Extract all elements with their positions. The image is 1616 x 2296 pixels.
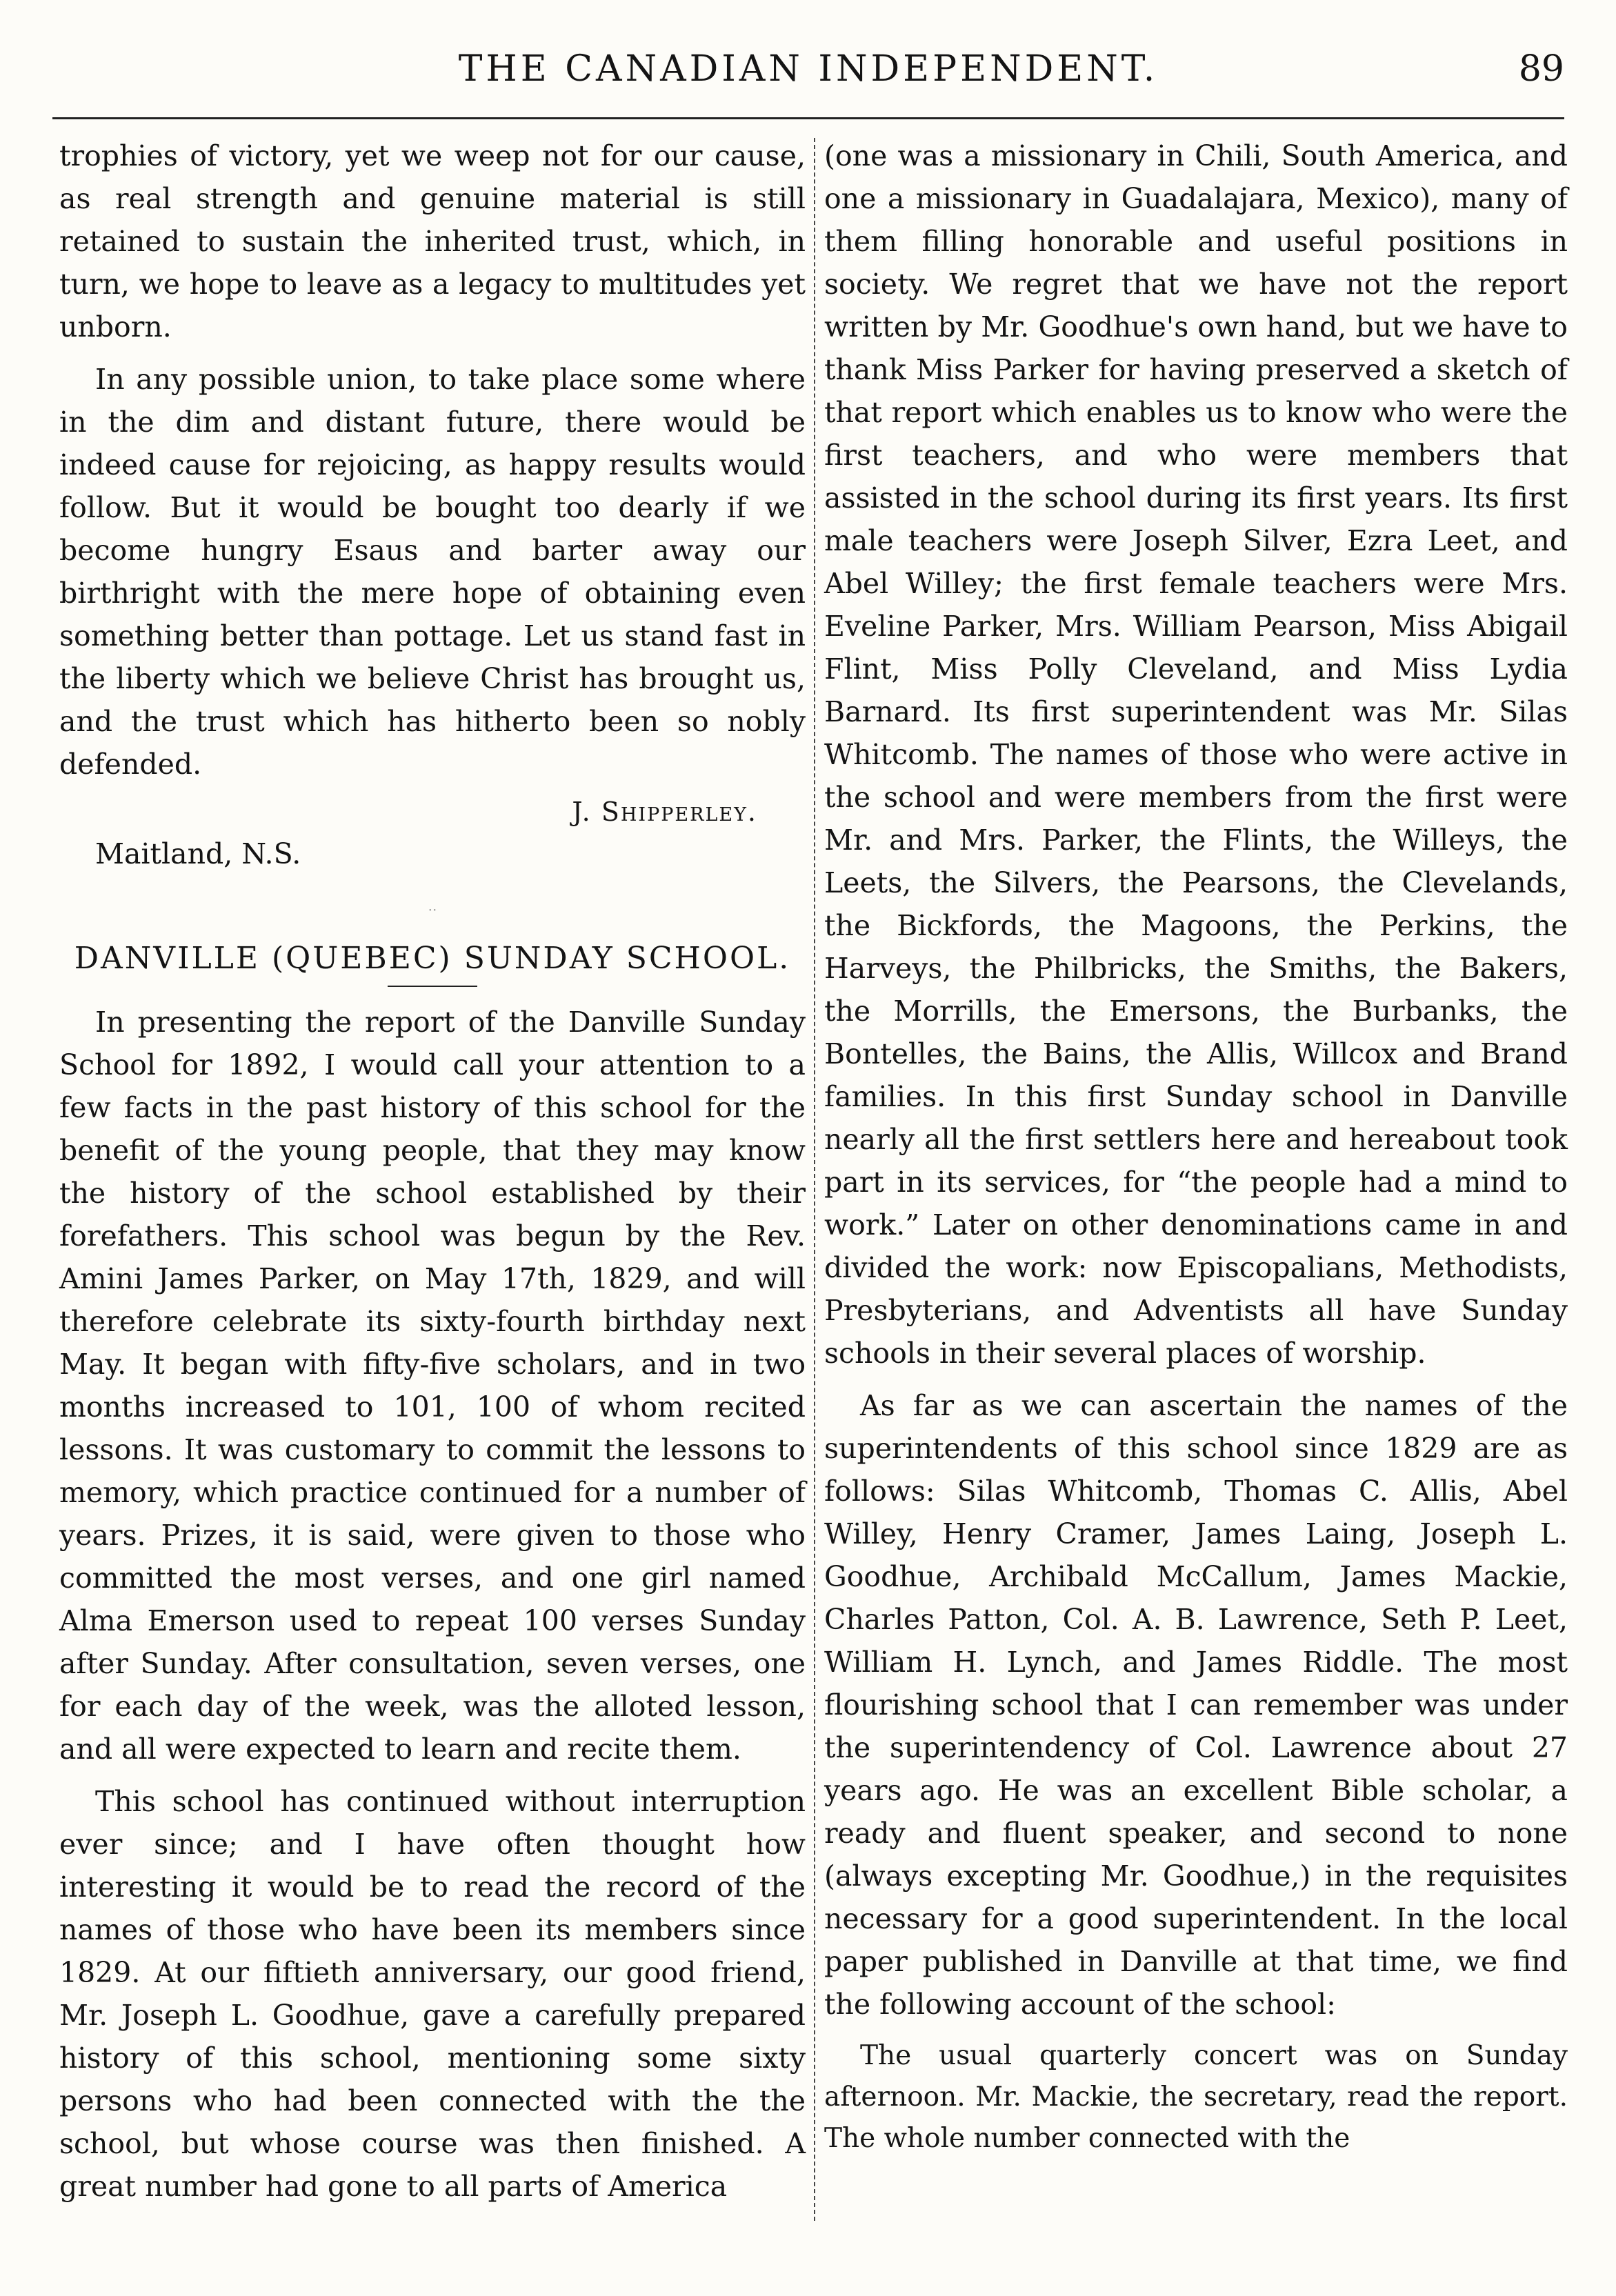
article-title: DANVILLE (QUEBEC) SUNDAY SCHOOL. <box>74 941 791 976</box>
article-paragraph-3: (one was a missionary in Chili, South America, and one a missionary in Guadalajara, Mexico), many of them filling honorable and useful positions in society. We regret that we have not the report written by Mr. Goodhue's own hand, but we have to thank Miss Parker for having preserved a sketch of that report which enables us to know who were the first teachers, and who were members that assisted in the school during its first years. Its first male teachers were Joseph Silver, Ezra Leet, and Abel Willey; the first female teachers were Mrs. Eveline Parker, Mrs. William Pearson, Miss Abigail Flint, Miss Polly Cleveland, and Miss Lydia Barnard. Its first superintendent was Mr. Silas Whitcomb. The names of those who were active in the school and were members from the first were Mr. and Mrs. Parker, the Flints, the Willeys, the Leets, the Silvers, the Pearsons, the Clevelands, the Bickfords, the Magoons, the Perkins, the Harveys, the Philbricks, the Smiths, the Bakers, the Morrills, the Emersons, the Burbanks, the Bontelles, the Bains, the Allis, Willcox and Brand families. In this first Sunday school in Danville nearly all the first settlers here and hereabout took part in its services, for “the people had a mind to work.” Later on other denominations came in and divided the work: now Episcopalians, Methodists, Presbyterians, and Adventists all have Sunday schools in their several places of worship. <box>824 139 1568 1370</box>
title-rule <box>388 986 477 987</box>
author-signature: J. Shipperley. <box>572 797 757 827</box>
right-column <box>824 134 1568 2159</box>
article-paragraph-2: This school has continued without interruption ever since; and I have often thought how interesting it would be to read the record of the names of those who have been its members since 1829. At our fiftieth anniversary, our good friend, Mr. Joseph L. Goodhue, gave a carefully prepared history of this school, mentioning some sixty persons who had been connected with the the school, but whose course was then finished. A great number had gone to all parts of America <box>59 1785 806 2203</box>
quoted-account: The usual quarterly concert was on Sunday afternoon. Mr. Mackie, the secretary, read the report. The whole number connected with the <box>824 2040 1568 2154</box>
running-title: THE CANADIAN INDEPENDENT. <box>458 48 1159 90</box>
union-paragraph: In any possible union, to take place some where in the dim and distant future, there would be indeed cause for rejoicing, as happy results would follow. But it would be bought too dearly if we become hungry Esaus and barter away our birthright with the mere hope of obtaining even something better than pottage. Let us stand fast in the liberty which we believe Christ has brought us, and the trust which has hitherto been so nobly defended. <box>59 363 806 781</box>
page-header <box>52 28 1564 114</box>
stray-mark: ·· <box>428 901 437 918</box>
author-place: Maitland, N.S. <box>95 837 301 870</box>
article-paragraph-4: As far as we can ascertain the names of the superintendents of this school since 1829 are as follows: Silas Whitcomb, Thomas C. Allis, Abel Willey, Henry Cramer, James Laing, Joseph L. Goodhue, Archibald McCallum, James Mackie, Charles Patton, Col. A. B. Lawrence, Seth P. Leet, William H. Lynch, and James Riddle. The most flourishing school that I can remember was under the superintendency of Col. Lawrence about 27 years ago. He was an excellent Bible scholar, a ready and fluent speaker, and second to none (always excepting Mr. Goodhue,) in the requisites necessary for a good superintendent. In the local paper published in Danville at that time, we find the following account of the school: <box>824 1389 1568 2021</box>
header-rule <box>52 117 1564 119</box>
page-number: 89 <box>1518 48 1564 90</box>
left-column <box>59 134 806 2208</box>
column-divider <box>814 138 815 2221</box>
continued-paragraph: trophies of victory, yet we weep not for our cause, as real strength and genuine material is still retained to sustain the inherited trust, which, in turn, we hope to leave as a legacy to multitudes yet unborn. <box>59 139 806 343</box>
article-paragraph-1: In presenting the report of the Danville Sunday School for 1892, I would call your attention to a few facts in the past history of this school for the benefit of the young people, that they may know the history of the school established by their forefathers. This school was begun by the Rev. Amini James Parker, on May 17th, 1829, and will therefore celebrate its sixty-fourth birthday next May. It began with fifty-five scholars, and in two months increased to 101, 100 of whom recited lessons. It was customary to commit the lessons to memory, which practice continued for a number of years. Prizes, it is said, were given to those who committed the most verses, and one girl named Alma Emerson used to repeat 100 verses Sunday after Sunday. After consultation, seven verses, one for each day of the week, was the alloted lesson, and all were expected to learn and recite them. <box>59 1006 806 1766</box>
